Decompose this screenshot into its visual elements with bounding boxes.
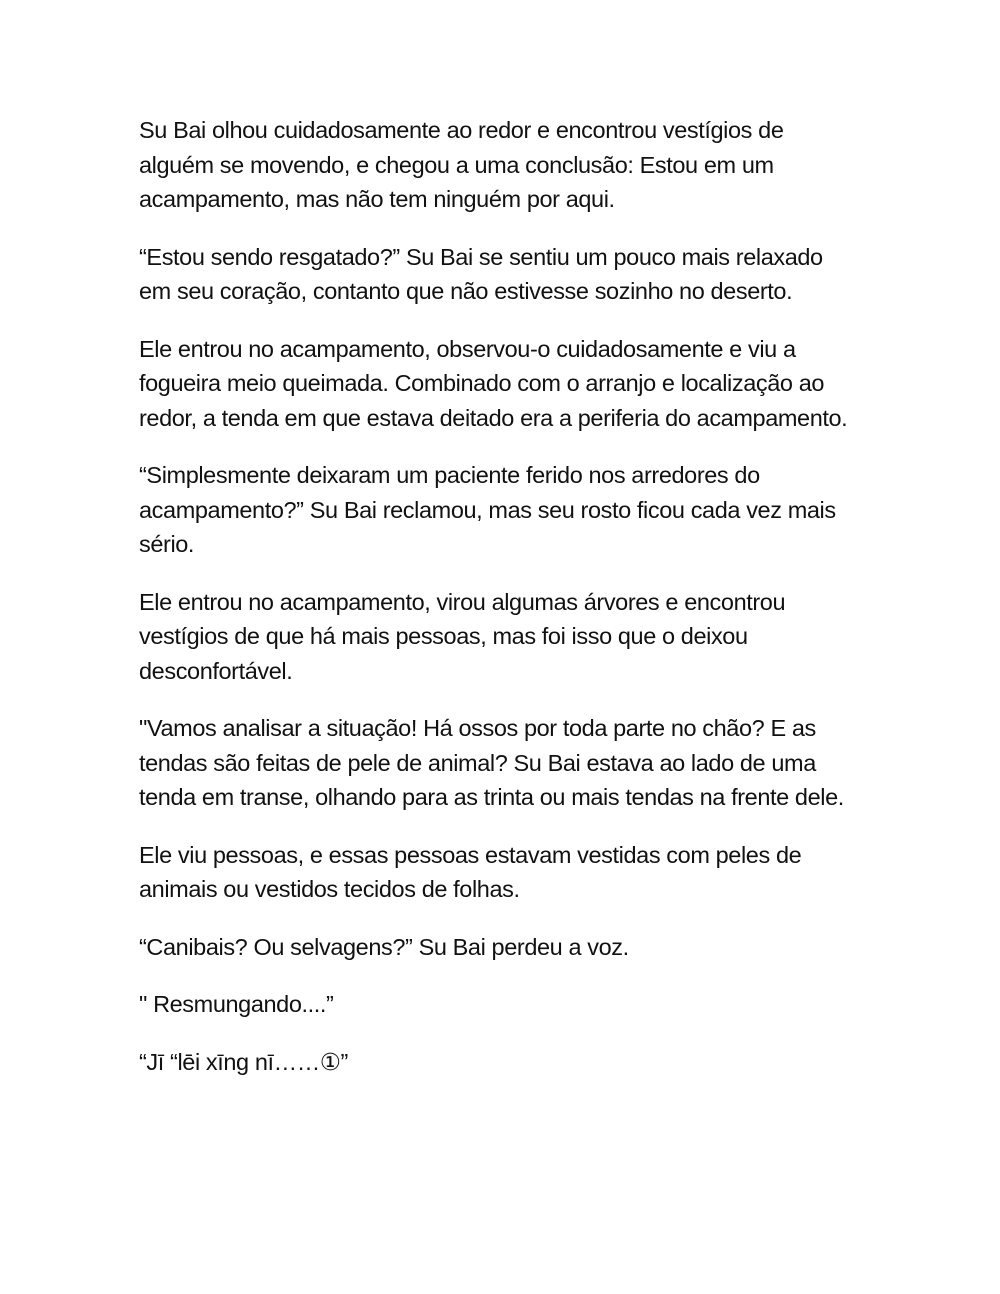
paragraph-4: “Simplesmente deixaram um paciente ferido nos arredores do acampamento?” Su Bai reclamou, mas seu rosto ficou cada vez mais sério. xyxy=(139,462,836,557)
paragraph-2: “Estou sendo resgatado?” Su Bai se sentiu um pouco mais relaxado em seu coração, contanto que não estivesse sozinho no deserto. xyxy=(139,243,823,304)
paragraph-3: Ele entrou no acampamento, observou-o cuidadosamente e viu a fogueira meio queimada. Combinado com o arranjo e localização ao redor, a tenda em que estava deitado era a periferia do acampamento. xyxy=(139,335,848,431)
paragraph-7: Ele viu pessoas, e essas pessoas estavam vestidas com peles de animais ou vestidos tecidos de folhas. xyxy=(139,841,802,902)
paragraph-9: " Resmungando....” xyxy=(139,991,334,1017)
paragraph-8: “Canibais? Ou selvagens?” Su Bai perdeu a voz. xyxy=(139,933,629,960)
document-body xyxy=(139,113,859,1102)
paragraph-1: Su Bai olhou cuidadosamente ao redor e encontrou vestígios de alguém se movendo, e chegou a uma conclusão: Estou em um acampamento, mas não tem ninguém por aqui. xyxy=(139,117,784,212)
paragraph-10: “Jī “lēi xīng nī……①” xyxy=(139,1048,348,1075)
paragraph-6: "Vamos analisar a situação! Há ossos por toda parte no chão? E as tendas são feitas de pele de animal? Su Bai estava ao lado de uma tenda em transe, olhando para as trinta ou mais tendas na frente dele. xyxy=(139,715,844,810)
paragraph-5: Ele entrou no acampamento, virou algumas árvores e encontrou vestígios de que há mais pessoas, mas foi isso que o deixou desconfortável. xyxy=(139,588,786,684)
